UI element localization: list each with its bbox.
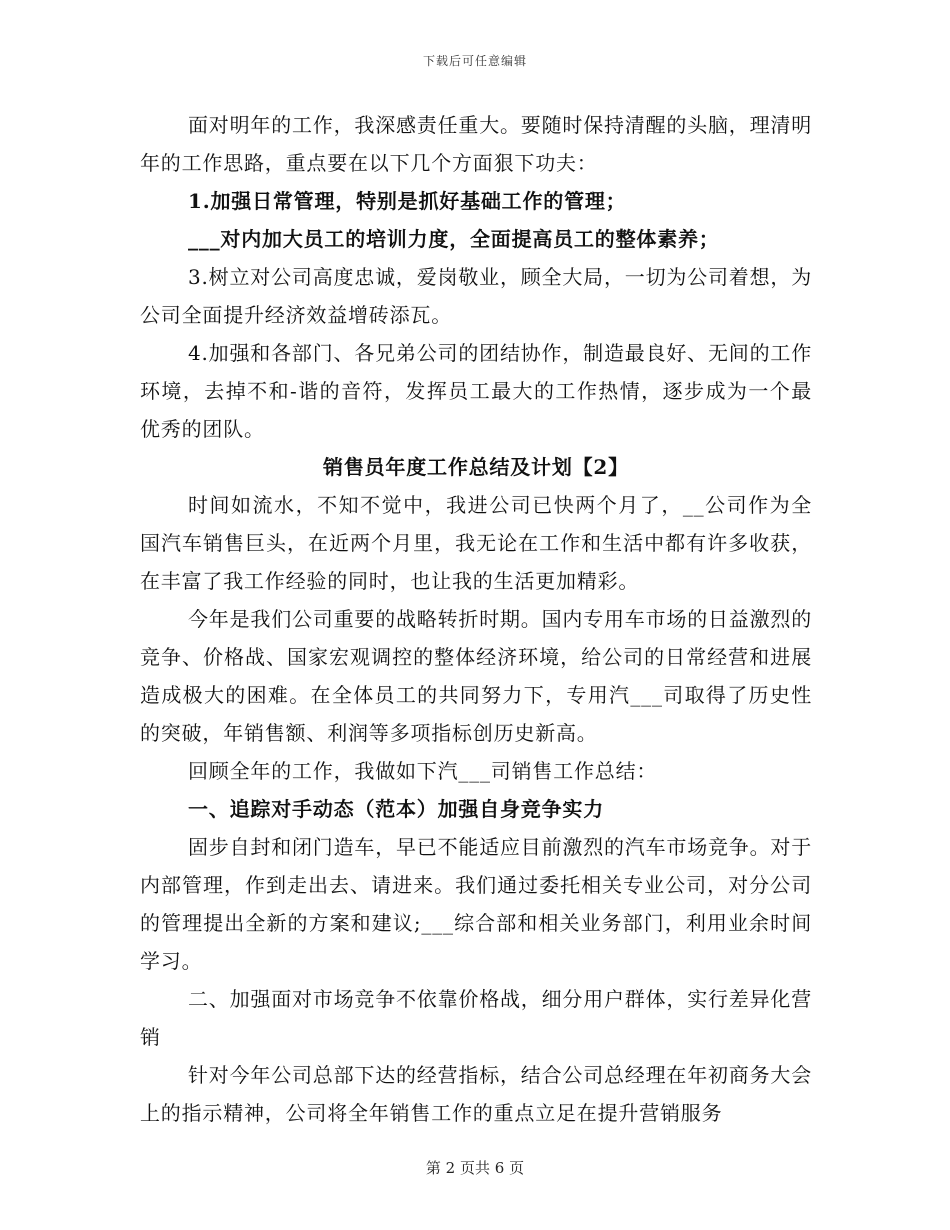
- paragraph-review: 回顾全年的工作，我做如下汽___司销售工作总结：: [188, 759, 658, 783]
- page-footer: 第 2 页共 6 页: [425, 1159, 525, 1177]
- paragraph-targets: 针对今年公司总部下达的经营指标，结合公司总经理在年初商务大会上的指示精神，公司将全年销售工作的重点立足在提升营销服务: [140, 1063, 812, 1125]
- document-body: [140, 106, 812, 1132]
- subheading-1: 一、追踪对手动态（范本）加强自身竞争实力: [188, 797, 604, 821]
- paragraph-strategy: 今年是我们公司重要的战略转折时期。国内专用车市场的日益激烈的竞争、价格战、国家宏观调控的整体经济环境，给公司的日常经营和进展造成极大的困难。在全体员工的共同努力下，专用汽___司取得了历史性的突破，年销售额、利润等多项指标创历史新高。: [140, 607, 812, 745]
- page-header: 下载后可任意编辑: [422, 54, 527, 68]
- list-item-1: 1.加强日常管理，特别是抓好基础工作的管理；: [188, 189, 627, 213]
- section-title: 销售员年度工作总结及计划【2】: [323, 455, 629, 479]
- paragraph-management: 固步自封和闭门造车，早已不能适应目前激烈的汽车市场竞争。对于内部管理，作到走出去、请进来。我们通过委托相关专业公司，对分公司的管理提出全新的方案和建议;___综合部和相关业务部门，利用业余时间学习。: [140, 835, 812, 973]
- list-item-4: 4.加强和各部门、各兄弟公司的团结协作，制造最良好、无间的工作环境，去掉不和-谐的音符，发挥员工最大的工作热情，逐步成为一个最优秀的团队。: [140, 341, 812, 441]
- subheading-2: 二、加强面对市场竞争不依靠价格战，细分用户群体，实行差异化营销: [140, 987, 812, 1049]
- paragraph-time: 时间如流水，不知不觉中，我进公司已快两个月了，__公司作为全国汽车销售巨头，在近两个月里，我无论在工作和生活中都有许多收获，在丰富了我工作经验的同时，也让我的生活更加精彩。: [140, 493, 812, 593]
- paragraph-intro: 面对明年的工作，我深感责任重大。要随时保持清醒的头脑，理清明年的工作思路，重点要在以下几个方面狠下功夫：: [140, 113, 812, 175]
- list-item-3: 3.树立对公司高度忠诚，爱岗敬业，顾全大局，一切为公司着想，为公司全面提升经济效益增砖添瓦。: [140, 265, 812, 327]
- list-item-2: ___对内加大员工的培训力度，全面提高员工的整体素养；: [188, 227, 720, 251]
